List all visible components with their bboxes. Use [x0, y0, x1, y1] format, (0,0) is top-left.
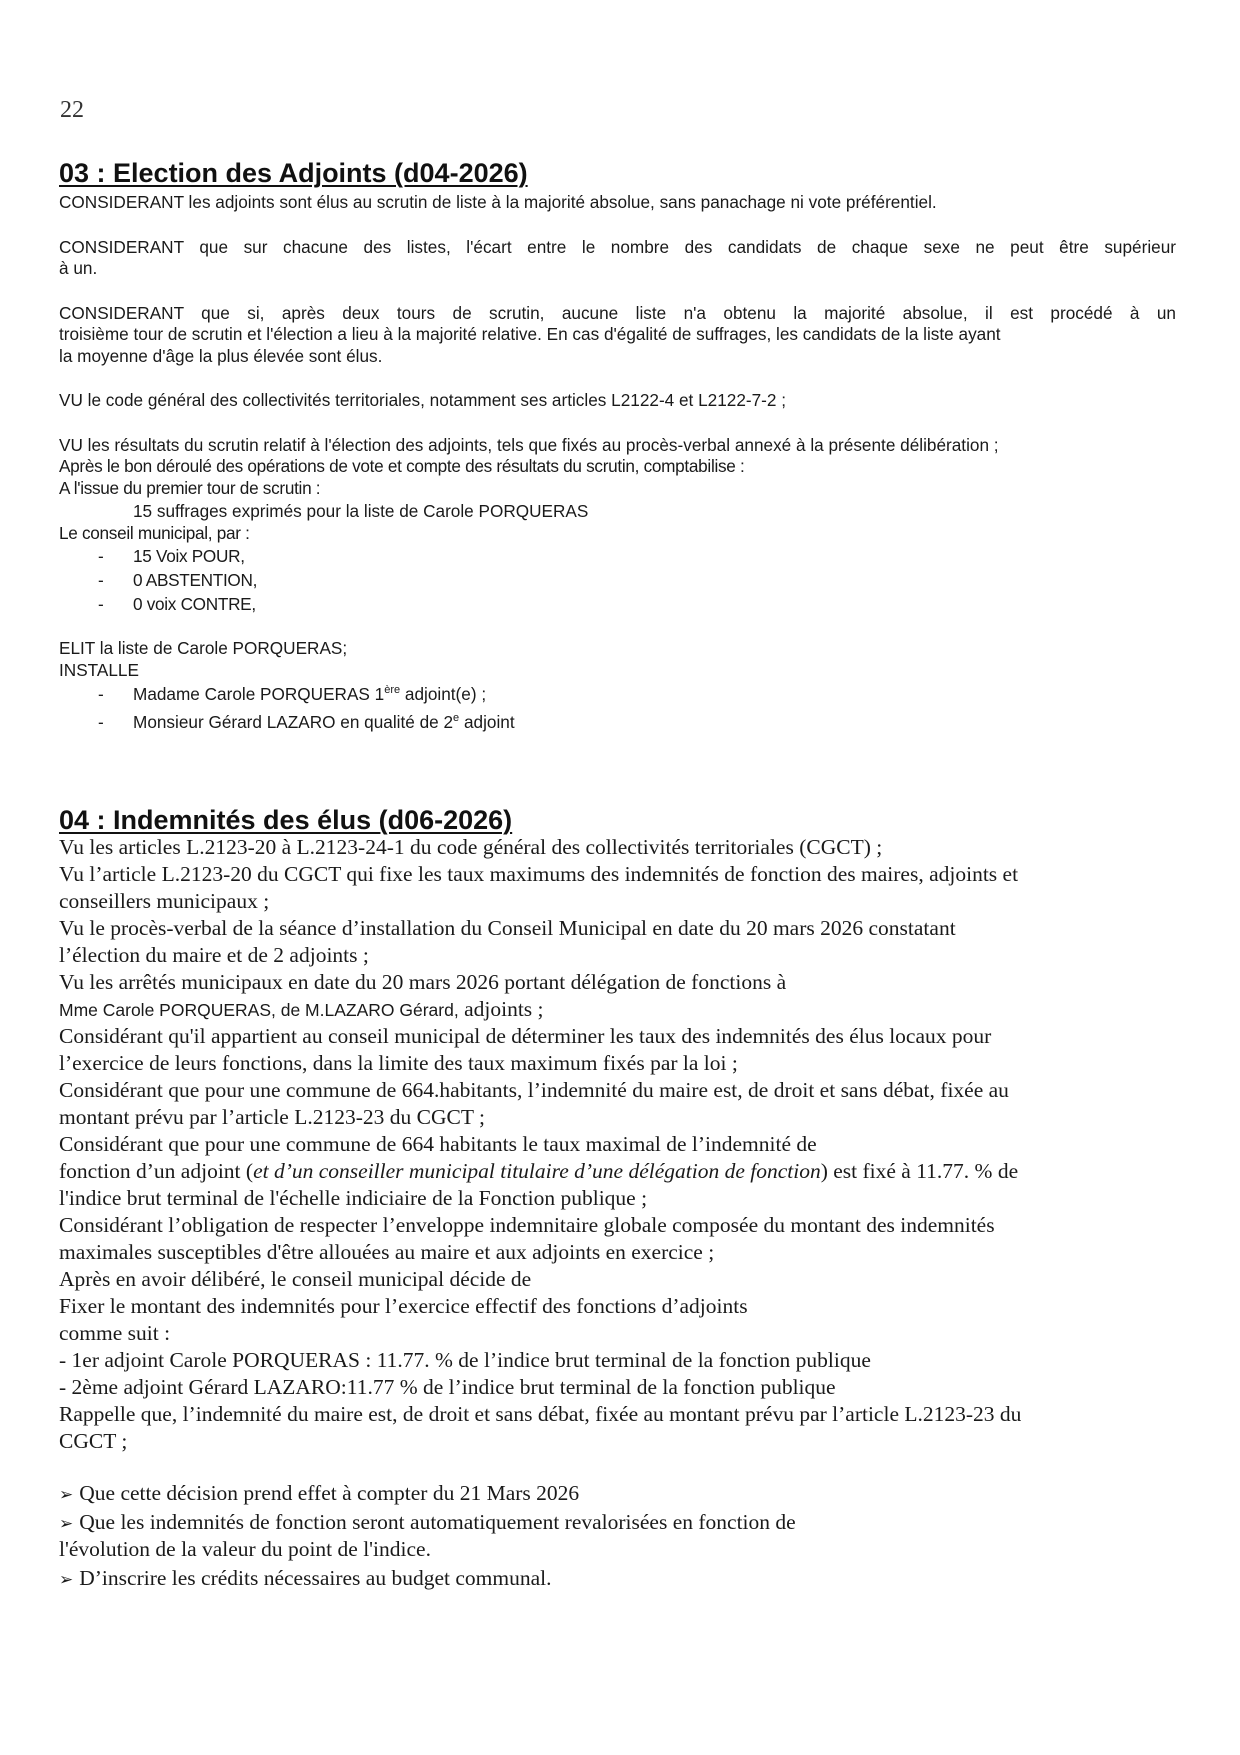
installe-label: INSTALLE [59, 660, 139, 680]
considerant-1: CONSIDERANT les adjoints sont élus au scrutin de liste à la majorité absolue, sans panachage ni vote préférentiel. [59, 192, 937, 212]
issue-premier-tour: A l'issue du premier tour de scrutin : [59, 478, 321, 498]
installed-text: Monsieur Gérard LAZARO en qualité de 2 [133, 712, 454, 732]
arrow-bullet-icon: ➢ [59, 1570, 74, 1590]
considerant-2-line1: CONSIDERANT que sur chacune des listes, l'écart entre le nombre des candidats de chaque sexe ne peut être supérieur [59, 237, 1176, 257]
section-03-title: 03 : Election des Adjoints (d04-2026) [59, 158, 528, 188]
rappelle-que: Rappelle que, l’indemnité du maire est, de droit et sans débat, fixée au montant prévu par l’article L.2123-23 du [59, 1402, 1022, 1426]
considerant-2-line2: à un. [59, 258, 98, 278]
installed-text: adjoint(e) ; [400, 684, 487, 704]
vu-articles: Vu les articles L.2123-20 à L.2123-24-1 du code général des collectivités territoriales (CGCT) ; [59, 835, 883, 859]
installed-text: Madame Carole PORQUERAS 1 [133, 684, 385, 704]
considerant-3-line1: CONSIDERANT que si, après deux tours de scrutin, aucune liste n'a obtenu la majorité absolue, il est procédé à un [59, 303, 1176, 323]
text-line: l'indice brut terminal de l'échelle indiciaire de la Fonction publique ; [59, 1186, 648, 1210]
text-line: CGCT ; [59, 1429, 128, 1453]
installed-adjoint-2 [133, 712, 515, 733]
considerant-obligation: Considérant l’obligation de respecter l’enveloppe indemnitaire globale composée du montant des indemnités [59, 1213, 995, 1237]
vu-proces-verbal: Vu le procès-verbal de la séance d’installation du Conseil Municipal en date du 20 mars 2026 constatant [59, 916, 956, 940]
comme-suit: comme suit : [59, 1321, 171, 1345]
text-segment: fonction d’un adjoint ( [59, 1159, 254, 1183]
suffrages-exprimes: 15 suffrages exprimés pour la liste de Carole PORQUERAS [133, 501, 589, 521]
page-number: 22 [60, 97, 84, 123]
bullet-text: Que les indemnités de fonction seront automatiquement revalorisées en fonction de [79, 1510, 796, 1534]
vu-arretes: Vu les arrêtés municipaux en date du 20 mars 2026 portant délégation de fonctions à [59, 970, 787, 994]
fixer-montant: Fixer le montant des indemnités pour l’exercice effectif des fonctions d’adjoints [59, 1294, 748, 1318]
ordinal-suffix: ère [384, 684, 401, 696]
considerant-3-line3: la moyenne d'âge la plus élevée sont élus. [59, 346, 383, 366]
text-line: l’exercice de leurs fonctions, dans la limite des taux maximum fixés par la loi ; [59, 1051, 738, 1075]
adjoint-1-rate: - 1er adjoint Carole PORQUERAS : 11.77. % de l’indice brut terminal de la fonction publique [59, 1348, 871, 1372]
bullet-item [59, 1510, 796, 1535]
vu-code-general: VU le code général des collectivités territoriales, notamment ses articles L2122-4 et L2122-7-2 ; [59, 390, 787, 410]
considerant-3-line2: troisième tour de scrutin et l'élection a lieu à la majorité relative. En cas d'égalité de suffrages, les candidats de la liste ayant [59, 324, 1001, 344]
installed-text: adjoint [459, 712, 515, 732]
bullet-text: Que cette décision prend effet à compter du 21 Mars 2026 [79, 1481, 580, 1505]
bullet-item [59, 1566, 551, 1591]
dash-bullet: - [98, 546, 104, 566]
adjoint-2-rate: - 2ème adjoint Gérard LAZARO:11.77 % de l’indice brut terminal de la fonction publique [59, 1375, 836, 1399]
vu-resultats: VU les résultats du scrutin relatif à l'élection des adjoints, tels que fixés au procès-verbal annexé à la présente délibération ; [59, 435, 999, 455]
arrow-bullet-icon: ➢ [59, 1485, 74, 1505]
text-line: montant prévu par l’article L.2123-23 du CGCT ; [59, 1105, 485, 1129]
bullet-text: D’inscrire les crédits nécessaires au budget communal. [79, 1566, 552, 1590]
text-line: l’élection du maire et de 2 adjoints ; [59, 943, 369, 967]
installed-adjoint-1 [133, 684, 486, 705]
vote-contre: 0 voix CONTRE, [133, 594, 256, 614]
italic-segment: et d’un conseiller municipal titulaire d’une délégation de fonction [253, 1159, 821, 1183]
considerant-taux-maximal: Considérant que pour une commune de 664 habitants le taux maximal de l’indemnité de [59, 1132, 817, 1156]
text-segment: ) est fixé à 11.77. % de [820, 1159, 1019, 1183]
fonction-adjoint-line [59, 1159, 1018, 1184]
bullet-continuation: l'évolution de la valeur du point de l'indice. [59, 1537, 431, 1561]
bullet-item [59, 1481, 579, 1506]
dash-bullet: - [98, 712, 104, 732]
delegation-suffix: adjoints ; [458, 997, 544, 1021]
vote-pour: 15 Voix POUR, [133, 546, 245, 566]
elit-liste: ELIT la liste de Carole PORQUERAS; [59, 638, 348, 658]
section-04-title: 04 : Indemnités des élus (d06-2026) [59, 805, 513, 835]
conseil-par: Le conseil municipal, par : [59, 523, 250, 543]
text-line: maximales susceptibles d'être allouées au maire et aux adjoints en exercice ; [59, 1240, 715, 1264]
text-line: conseillers municipaux ; [59, 889, 270, 913]
apres-deroule: Après le bon déroulé des opérations de vote et compte des résultats du scrutin, comptabilise : [59, 456, 745, 476]
dash-bullet: - [98, 594, 104, 614]
ordinal-suffix: e [453, 712, 460, 724]
delegation-line [59, 997, 544, 1022]
arrow-bullet-icon: ➢ [59, 1514, 74, 1534]
dash-bullet: - [98, 684, 104, 704]
considerant-appartient: Considérant qu'il appartient au conseil municipal de déterminer les taux des indemnités des élus locaux pour [59, 1024, 992, 1048]
apres-delibere: Après en avoir délibéré, le conseil municipal décide de [59, 1267, 532, 1291]
vu-article-l2123-20: Vu l’article L.2123-20 du CGCT qui fixe les taux maximums des indemnités de fonction des maires, adjoints et [59, 862, 1019, 886]
vote-abstention: 0 ABSTENTION, [133, 570, 258, 590]
delegation-names: Mme Carole PORQUERAS, de M.LAZARO Gérard, [59, 1000, 459, 1020]
considerant-commune-maire: Considérant que pour une commune de 664.habitants, l’indemnité du maire est, de droit et sans débat, fixée au [59, 1078, 1009, 1102]
dash-bullet: - [98, 570, 104, 590]
